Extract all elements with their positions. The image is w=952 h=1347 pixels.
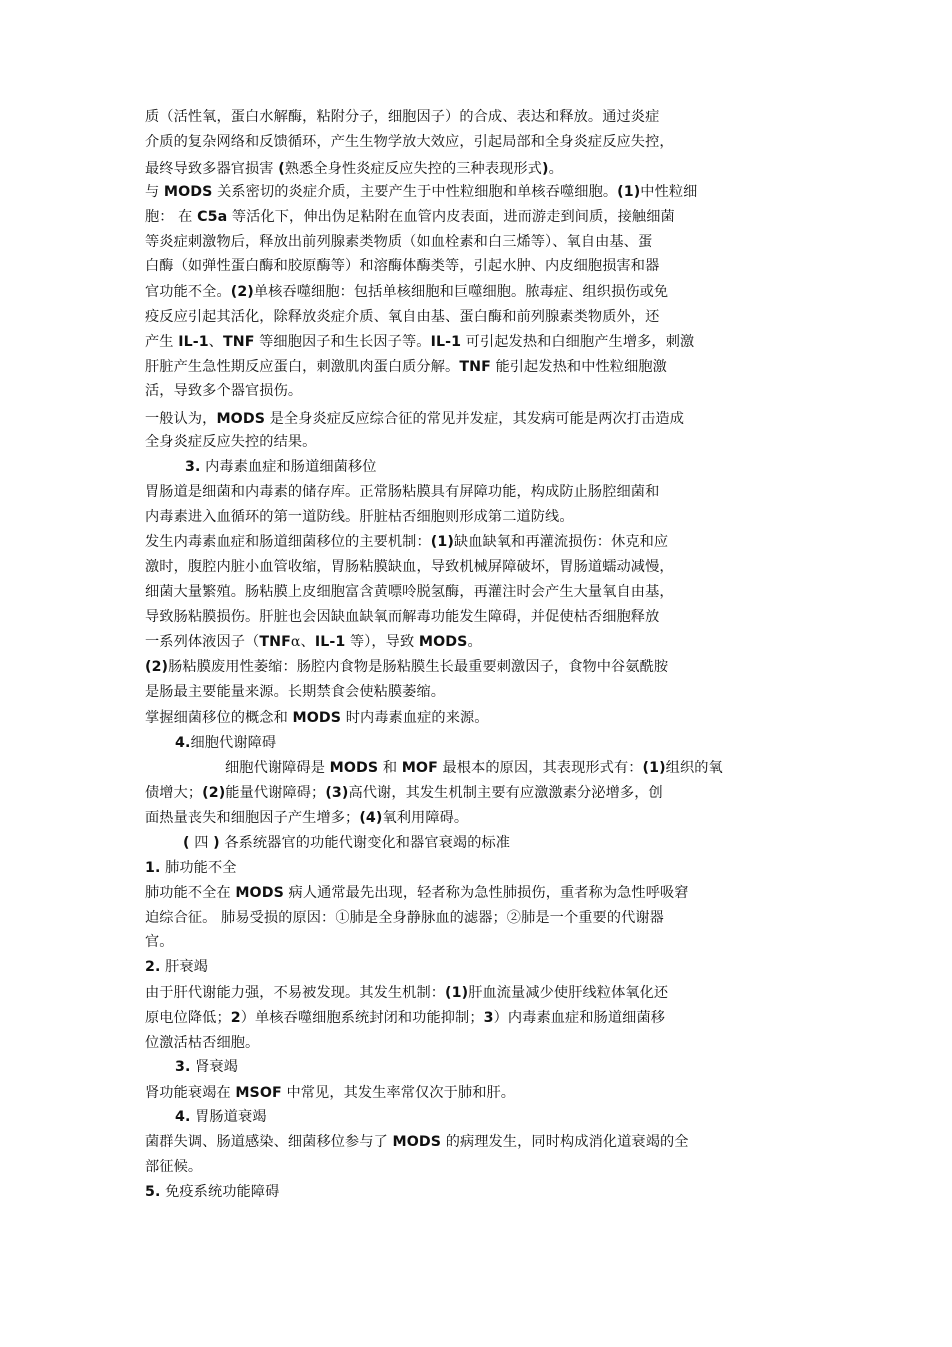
text-run: 缺血缺氧和再灌流损伤：休克和应 <box>453 534 669 550</box>
bold-term: MODS <box>292 710 342 726</box>
text-run: 免疫系统功能障碍 <box>160 1184 280 1200</box>
text-run: 单核吞噬细胞：包括单核细胞和巨噬细胞。脓毒症、组织损伤或免 <box>253 284 669 300</box>
bold-term: 2 <box>230 1010 241 1026</box>
text-line <box>175 732 276 754</box>
bold-term: MOF <box>401 760 438 776</box>
text-line <box>145 1156 202 1178</box>
text-line <box>145 556 674 578</box>
text-run: 由于肝代谢能力强，不易被发现。其发生机制： <box>145 985 446 1001</box>
text-run: 等细胞因子和生长因子等。 <box>254 334 431 350</box>
bold-term: ( <box>278 161 285 177</box>
text-line <box>145 231 652 253</box>
text-run: 。 <box>548 161 563 177</box>
text-run: ）单核吞噬细胞系统封闭和功能抑制； <box>240 1010 484 1026</box>
bold-term: IL-1 <box>430 334 462 350</box>
text-run: 胃肠道是细菌和内毒素的储存库。正常肠粘膜具有屏障功能，构成防止肠腔细菌和 <box>145 484 660 500</box>
text-run: 高代谢，其发生机制主要有应激激素分泌增多，创 <box>348 785 663 801</box>
text-line <box>145 631 482 653</box>
text-run: 内毒素进入血循环的第一道防线。肝脏枯否细胞则形成第二道防线。 <box>145 509 574 525</box>
bold-term: (1) <box>445 985 469 1001</box>
bold-term: MSOF <box>235 1085 282 1101</box>
bold-term: IL-1 <box>178 334 209 350</box>
text-run: 白酶（如弹性蛋白酶和胶原酶等）和溶酶体酶类等，引起水肿、内皮细胞损害和器 <box>145 258 660 274</box>
text-run: 产生 <box>145 334 179 350</box>
text-line <box>145 281 668 303</box>
text-run: 、 <box>208 334 223 350</box>
text-line <box>145 206 675 228</box>
text-line <box>145 131 674 153</box>
bold-term: 3. <box>185 459 201 475</box>
bold-term: (2) <box>145 659 169 675</box>
bold-term: 4. <box>175 1109 191 1125</box>
bold-term: TNF <box>259 634 291 650</box>
bold-term: ) <box>541 161 549 177</box>
text-run: 关系密切的炎症介质，主要产生于中性粒细胞和单核吞噬细胞。 <box>212 184 618 200</box>
text-run: 的病理发生，同时构成消化道衰竭的全 <box>441 1134 689 1150</box>
text-run: 肾衰竭 <box>190 1059 238 1075</box>
text-run: 部征候。 <box>145 1159 203 1175</box>
text-run: 等活化下，伸出伪足粘附在血管内皮表面，进而游走到间质，接触细菌 <box>227 209 675 225</box>
text-line <box>185 456 377 478</box>
bold-term: (1) <box>430 534 454 550</box>
text-line <box>145 356 667 378</box>
bold-term: 3. <box>175 1059 191 1075</box>
text-run: 时内毒素血症的来源。 <box>341 710 489 726</box>
text-run: 发生内毒素血症和肠道细菌移位的主要机制： <box>145 534 431 550</box>
text-run: 面热量丧失和细胞因子产生增多； <box>145 810 360 826</box>
text-run: 肝衰竭 <box>160 959 208 975</box>
text-run: 全身炎症反应失控的结果。 <box>145 434 317 450</box>
text-line <box>145 255 659 277</box>
bold-term: 5. <box>145 1184 161 1200</box>
bold-term: MODS <box>163 184 213 200</box>
text-run: 是全身炎症反应综合征的常见并发症，其发病可能是两次打击造成 <box>265 411 684 427</box>
text-run: 疫反应引起其活化，除释放炎症介质、氧自由基、蛋白酶和前列腺素类物质外，还 <box>145 309 660 325</box>
bold-term: (1) <box>642 760 666 776</box>
bold-term: ( <box>183 835 190 851</box>
text-run: 能引起发热和中性粒细胞激 <box>490 359 667 375</box>
text-run: 氧利用障碍。 <box>382 810 469 826</box>
text-run: 能量代谢障碍； <box>225 785 326 801</box>
text-run: 激时，腹腔内脏小血管收缩，胃肠粘膜缺血，导致机械屏障破坏，胃肠道蠕动减慢， <box>145 559 674 575</box>
text-run: 细菌大量繁殖。肠粘膜上皮细胞富含黄嘌呤脱氢酶，再灌注时会产生大量氧自由基， <box>145 584 674 600</box>
text-line <box>145 581 674 603</box>
text-run: 等炎症刺激物后，释放出前列腺素类物质（如血栓素和白三烯等）、氧自由基、蛋 <box>145 234 653 250</box>
text-run: 与 <box>145 184 164 200</box>
bold-term: (1) <box>617 184 641 200</box>
text-run: 可引起发热和白细胞产生增多，刺激 <box>461 334 695 350</box>
text-line <box>145 707 489 729</box>
text-run: 一系列体液因子（ <box>145 634 260 650</box>
text-run: 。 <box>467 634 482 650</box>
text-run: 位激活枯否细胞。 <box>145 1035 260 1051</box>
text-run: 掌握细菌移位的概念和 <box>145 710 293 726</box>
bold-term: MODS <box>392 1134 442 1150</box>
text-line <box>145 606 659 628</box>
text-run: 最根本的原因，其表现形式有： <box>437 760 643 776</box>
text-run: 一般认为， <box>145 411 217 427</box>
text-line <box>145 782 663 804</box>
bold-term: (2) <box>230 284 254 300</box>
text-line <box>145 1131 689 1153</box>
text-line <box>145 656 668 678</box>
text-line <box>145 1082 515 1104</box>
bold-term: C5a <box>197 209 228 225</box>
text-run: 肺功能不全 <box>160 860 237 876</box>
text-run: 四 <box>189 835 214 851</box>
text-run: 质（活性氧，蛋白水解酶，粘附分子，细胞因子）的合成、表达和释放。通过炎症 <box>145 109 660 125</box>
text-line <box>225 757 723 779</box>
text-run: 和 <box>378 760 402 776</box>
text-line <box>145 106 659 128</box>
text-run: 组织的氧 <box>665 760 723 776</box>
text-run: 官。 <box>145 934 174 950</box>
text-run: 肾功能衰竭在 <box>145 1085 236 1101</box>
text-line <box>145 408 684 430</box>
bold-term: TNF <box>459 359 491 375</box>
bold-term: MODS <box>329 760 379 776</box>
text-run: 肝血流量减少使肝线粒体氧化还 <box>468 985 669 1001</box>
text-run: 等），导致 <box>345 634 419 650</box>
text-line <box>145 181 697 203</box>
bold-term: MODS <box>216 411 266 427</box>
text-run: 内毒素血症和肠道细菌移位 <box>200 459 377 475</box>
bold-term: MODS <box>418 634 468 650</box>
text-line <box>145 531 668 553</box>
text-line <box>145 306 659 328</box>
text-run: 肠粘膜废用性萎缩：肠腔内食物是肠粘膜生长最重要刺激因子，食物中谷氨酰胺 <box>168 659 669 675</box>
text-run: 病人通常最先出现，轻者称为急性肺损伤，重者称为急性呼吸窘 <box>283 885 689 901</box>
text-line <box>145 380 302 402</box>
text-line <box>145 158 563 180</box>
text-line <box>145 481 659 503</box>
text-line <box>145 1007 665 1029</box>
bold-term: MODS <box>235 885 284 901</box>
text-line <box>145 1181 279 1203</box>
bold-term: (3) <box>325 785 349 801</box>
text-line <box>145 431 316 453</box>
text-run: 肝脏产生急性期反应蛋白，刺激肌肉蛋白质分解。 <box>145 359 460 375</box>
bold-term: 1. <box>145 860 161 876</box>
bold-term: (2) <box>202 785 226 801</box>
bold-term: (4) <box>359 810 383 826</box>
text-run: 活，导致多个器官损伤。 <box>145 383 303 399</box>
text-run: 各系统器官的功能代谢变化和器官衰竭的标准 <box>219 835 511 851</box>
text-line <box>145 931 174 953</box>
text-run: 中性粒细 <box>640 184 698 200</box>
text-line <box>175 1056 238 1078</box>
bold-term: 2. <box>145 959 161 975</box>
text-line <box>145 882 689 904</box>
text-line <box>175 1106 267 1128</box>
text-run: 是肠最主要能量来源。长期禁食会使粘膜萎缩。 <box>145 684 446 700</box>
text-line <box>145 982 668 1004</box>
text-run: α、 <box>290 634 315 650</box>
text-run: 介质的复杂网络和反馈循环，产生生物学放大效应，引起局部和全身炎症反应失控， <box>145 134 674 150</box>
bold-term: TNF <box>222 334 255 350</box>
text-line <box>145 907 664 929</box>
text-run: 官功能不全。 <box>145 284 231 300</box>
text-run: 债增大； <box>145 785 203 801</box>
text-line <box>145 807 468 829</box>
bold-term: 3 <box>483 1010 494 1026</box>
text-line <box>145 1032 259 1054</box>
text-run: 熟悉全身性炎症反应失控的三种表现形式 <box>284 161 542 177</box>
text-run: 菌群失调、肠道感染、细菌移位参与了 <box>145 1134 393 1150</box>
text-line <box>145 681 445 703</box>
text-run: 迫综合征。 肺易受损的原因：①肺是全身静脉血的滤器；②肺是一个重要的代谢器 <box>145 910 664 926</box>
text-run: ）内毒素血症和肠道细菌移 <box>493 1010 666 1026</box>
text-line <box>145 506 574 528</box>
bold-term: 4. <box>175 735 191 751</box>
text-run: 最终导致多器官损害 <box>145 161 279 177</box>
text-line <box>145 956 208 978</box>
text-run: 胃肠道衰竭 <box>190 1109 267 1125</box>
bold-term: ) <box>213 835 220 851</box>
text-line <box>183 832 510 854</box>
text-run: 中常见，其发生率常仅次于肺和肝。 <box>281 1085 516 1101</box>
text-run: 肺功能不全在 <box>145 885 236 901</box>
text-line <box>145 857 237 879</box>
text-run: 细胞代谢障碍 <box>190 735 277 751</box>
text-run: 导致肠粘膜损伤。肝脏也会因缺血缺氧而解毒功能发生障碍，并促使枯否细胞释放 <box>145 609 660 625</box>
text-run: 细胞代谢障碍是 <box>225 760 330 776</box>
text-run: 原电位降低； <box>145 1010 231 1026</box>
text-line <box>145 331 694 353</box>
text-run: 胞： 在 <box>145 209 198 225</box>
bold-term: IL-1 <box>314 634 346 650</box>
